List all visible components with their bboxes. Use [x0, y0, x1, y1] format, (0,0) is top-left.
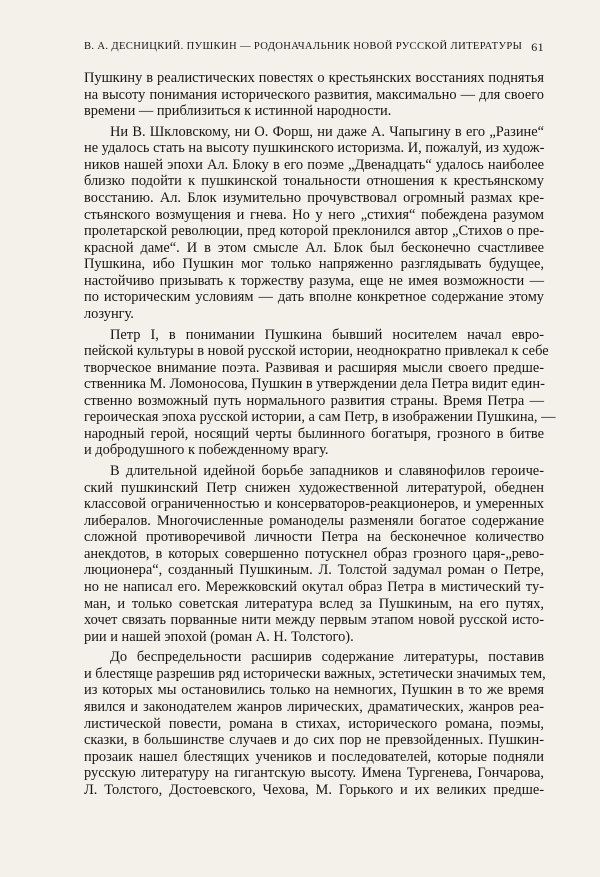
- text-line: близко подойти к пушкинской тональности отношения к крестьянскому: [84, 173, 544, 190]
- text-line: Петр I, в понимании Пушкина бывший носителем начал евро-: [110, 326, 544, 343]
- text-line: люционера“, созданный Пушкиным. Л. Толстой задумал роман о Петре,: [84, 562, 544, 579]
- text-line: Пушкину в реалистических повестях о крестьянских восстаниях поднятья: [84, 70, 544, 86]
- text-line: по историческим условиям — дать вполне конкретное содержание этому: [84, 289, 544, 306]
- text-line: на высоту понимания исторического развития, максимально — для своего: [84, 86, 544, 103]
- text-line: русскую литературу на гигантскую высоту. Имена Тургенева, Гончарова,: [84, 765, 544, 782]
- paragraph-5: [84, 649, 544, 798]
- text-line: и добродушного к побежденному врагу.: [84, 442, 329, 459]
- text-line: не удалось стать на высоту пушкинского историзма. И, пожалуй, из худож-: [84, 140, 545, 157]
- paragraph-1: [84, 70, 544, 120]
- text-line: либералов. Многочисленные романоделы разменяли богатое содержание: [84, 512, 544, 529]
- text-line: прозаик нашел блестящих учеников и последователей, которые подняли: [84, 748, 544, 765]
- text-line: и блестяще разрешив ряд исторически важных, эстетически значимых тем,: [84, 665, 546, 682]
- running-head-title: В. А. ДЕСНИЦКИЙ. ПУШКИН — РОДОНАЧАЛЬНИК НОВОЙ РУССКОЙ ЛИТЕРАТУРЫ: [84, 41, 523, 52]
- text-line: сложной противоречивой личности Петра на бесконечное количество: [84, 529, 544, 546]
- text-line: стьянского возмущения и гнева. Но у него „стихия“ побеждена разумом: [84, 206, 544, 223]
- text-line: ственника М. Ломоносова, Пушкин в утверждении дела Петра видит един-: [84, 376, 545, 393]
- paragraph-3: [84, 326, 556, 459]
- text-line: лозунгу.: [84, 305, 134, 322]
- text-line: настойчиво призывать к торжеству разума, еще не имея возможности —: [84, 272, 544, 289]
- text-line: Пушкина, ибо Пушкин мог только напряженно разглядывать будущее,: [84, 256, 544, 273]
- paragraph-4: [84, 463, 544, 645]
- text-line: явился и законодателем жанров лирических, драматических, жанров реа-: [84, 698, 544, 715]
- paragraph-2: [84, 124, 544, 323]
- text-line: ский пушкинский Петр снижен художественной литературой, обеднен: [84, 479, 544, 496]
- text-line: восстанию. Ал. Блок изумительно прочувствовал огромный размах кре-: [84, 190, 544, 207]
- text-line: времени — приблизиться к истинной народности.: [84, 103, 392, 120]
- running-head: [84, 40, 544, 54]
- text-line: листической повести, романа в стихах, исторического романа, поэмы,: [84, 715, 544, 732]
- text-line: творческое внимание поэта. Развивая и расширяя мысли своего предше-: [84, 359, 544, 376]
- text-line: Ни В. Шкловскому, ни О. Форш, ни даже А. Чапыгину в его „Разине“: [110, 123, 544, 140]
- text-line: пролетарской революции, пред которой преклонился автор „Стихов о пре-: [84, 223, 544, 240]
- page-number: 61: [531, 40, 544, 54]
- text-line: пейской культуры в новой русской истории, неоднократно привлекал к себе: [84, 343, 549, 360]
- text-line: но не написал его. Мережковский окутал образ Петра в мистический ту-: [84, 578, 544, 595]
- text-line: из которых мы остановились только на немногих, Пушкин в то же время: [84, 682, 544, 699]
- text-line: сказки, в большинстве случаев и до сих пор не превзойденных. Пушкин-: [84, 732, 544, 749]
- text-line: анекдотов, в которых совершенно потускнел образ грозного царя-„рево-: [84, 545, 544, 562]
- text-line: До беспредельности расширив содержание литературы, поставив: [110, 649, 544, 666]
- text-line: хочет связать порванные нити между первым этапом новой русской исто-: [84, 612, 544, 629]
- text-line: рии и нашей эпохой (роман А. Н. Толстого).: [84, 628, 354, 645]
- text-line: красной даме“. И в этом смысле Ал. Блок был бесконечно счастливее: [84, 239, 544, 256]
- text-line: В длительной идейной борьбе западников и славянофилов героиче-: [110, 463, 544, 480]
- text-line: классовой ограниченностью и консерваторов-реакционеров, и умеренных: [84, 496, 544, 513]
- text-line: ственно возможный путь нормального развития страны. Время Петра —: [84, 392, 544, 409]
- text-line: народный герой, носящий черты былинного богатыря, грозного в битве: [84, 425, 544, 442]
- text-line: Л. Толстого, Достоевского, Чехова, М. Горького и их великих предше-: [84, 781, 544, 798]
- text-line: героическая эпоха русской истории, а сам Петр, в изображении Пушкина, —: [84, 409, 556, 426]
- body-text: [84, 70, 556, 798]
- text-line: ман, и только советская литература вслед за Пушкиным, на его путях,: [84, 595, 544, 612]
- text-line: ников нашей эпохи Ал. Блоку в его поэме „Двенадцать“ удалось наиболее: [84, 156, 544, 173]
